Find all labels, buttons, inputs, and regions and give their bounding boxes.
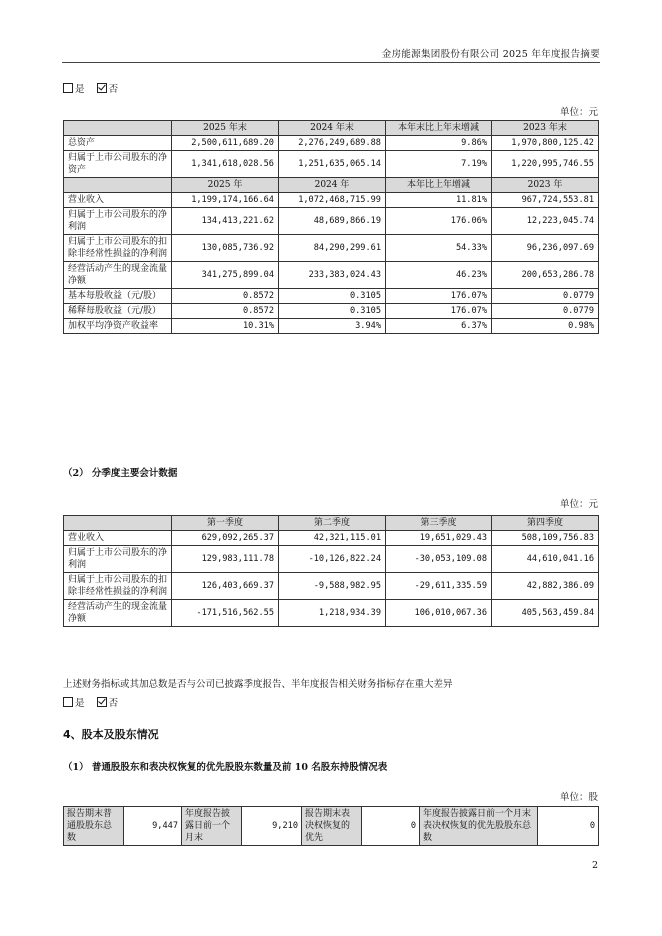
value-cell: 10.31% [172,319,279,334]
value-cell: 0.0779 [492,304,599,319]
value-cell: 54.33% [386,235,492,262]
value-cell: 0.98% [492,319,599,334]
difference-note: 上述财务指标或其加总数是否与公司已披露季度报告、半年度报告相关财务指标存在重大差异 [63,679,453,690]
table-row [64,319,599,334]
value-cell: 42,882,386.09 [492,573,599,600]
value-cell: 106,010,067.36 [386,600,492,627]
header-row-quarters [64,516,599,531]
checkbox-no-label: 否 [108,698,119,709]
value-cell: 1,199,174,166.64 [172,193,279,208]
table-row [64,262,599,289]
value-cell: 42,321,115.01 [279,531,386,546]
header-blank-cell [64,121,172,136]
value-cell: 48,689,866.19 [279,208,386,235]
value-cell: 1,341,618,028.56 [172,151,279,178]
row-label: 归属于上市公司股东的扣除非经常性损益的净利润 [64,235,172,262]
cell-holders-prior-month-value: 9,210 [242,807,302,846]
yes-no-check-2 [63,695,118,709]
table-row [64,136,599,151]
cell-holders-prior-month-label: 年度报告披露日前一个月末 [182,807,242,846]
row-label: 归属于上市公司股东的净利润 [64,208,172,235]
column-header: 第二季度 [279,516,386,531]
value-cell: 200,653,286.78 [492,262,599,289]
value-cell: 0.0779 [492,289,599,304]
value-cell: 233,383,024.43 [279,262,386,289]
row-label: 营业收入 [64,193,172,208]
value-cell: 9.86% [386,136,492,151]
value-cell: 1,072,468,715.99 [279,193,386,208]
table-row [64,193,599,208]
column-header: 第四季度 [492,516,599,531]
unit-label-2: 单位：元 [559,499,598,510]
checkbox-no-label: 否 [108,84,119,95]
value-cell: 84,290,299.61 [279,235,386,262]
row-label: 归属于上市公司股东的扣除非经常性损益的净利润 [64,573,172,600]
column-header: 第三季度 [386,516,492,531]
row-label: 归属于上市公司股东的净利润 [64,546,172,573]
header-blank-cell [64,178,172,193]
value-cell: 508,109,756.83 [492,531,599,546]
value-cell: 1,218,934.39 [279,600,386,627]
unit-label-1: 单位：元 [559,107,598,118]
row-label: 总资产 [64,136,172,151]
row-label: 经营活动产生的现金流量净额 [64,600,172,627]
value-cell: 1,251,635,065.14 [279,151,386,178]
key-financial-table [63,120,599,334]
row-label: 营业收入 [64,531,172,546]
value-cell: 176.06% [386,208,492,235]
checkbox-no-checked[interactable] [97,83,107,93]
header-blank-cell [64,516,172,531]
value-cell: 129,983,111.78 [172,546,279,573]
value-cell: 44,610,041.16 [492,546,599,573]
table-row [64,208,599,235]
value-cell: 7.19% [386,151,492,178]
value-cell: 11.81% [386,193,492,208]
cell-holders-label: 报告期末普通股股东总数 [64,807,124,846]
table-row [64,151,599,178]
cell-preferred-prior-month-value: 0 [538,807,599,846]
header-row-year-end [64,121,599,136]
value-cell: 2,500,611,689.20 [172,136,279,151]
cell-preferred-label: 报告期末表决权恢复的优先 [302,807,362,846]
value-cell: 405,563,459.84 [492,600,599,627]
quarterly-table [63,515,599,627]
column-header: 2024 年 [279,178,386,193]
header-rule [62,62,600,63]
value-cell: 96,236,097.69 [492,235,599,262]
value-cell: 2,276,249,689.88 [279,136,386,151]
column-header: 2023 年 [492,178,599,193]
table-row [64,600,599,627]
column-header: 2024 年末 [279,121,386,136]
column-header: 2025 年末 [172,121,279,136]
checkbox-yes[interactable] [63,697,73,707]
value-cell: 629,092,265.37 [172,531,279,546]
column-header: 本年末比上年末增减 [386,121,492,136]
row-label: 稀释每股收益（元/股） [64,304,172,319]
yes-no-check-1 [63,81,118,95]
value-cell: -10,126,822.24 [279,546,386,573]
value-cell: 1,220,995,746.55 [492,151,599,178]
value-cell: 341,275,899.04 [172,262,279,289]
table-row [64,235,599,262]
value-cell: -171,516,562.55 [172,600,279,627]
section-4-title: 4、股本及股东情况 [63,728,159,741]
value-cell: -29,611,335.59 [386,573,492,600]
value-cell: 134,413,221.62 [172,208,279,235]
checkbox-yes[interactable] [63,83,73,93]
value-cell: 19,651,029.43 [386,531,492,546]
value-cell: 0.8572 [172,304,279,319]
value-cell: -30,053,109.08 [386,546,492,573]
header-row-year [64,178,599,193]
row-label: 经营活动产生的现金流量净额 [64,262,172,289]
page-header: 金房能源集团股份有限公司 2025 年年度报告摘要 [381,49,600,60]
value-cell: 12,223,045.74 [492,208,599,235]
unit-label-3: 单位：股 [559,792,598,803]
value-cell: 1,970,800,125.42 [492,136,599,151]
row-label: 归属于上市公司股东的净资产 [64,151,172,178]
quarterly-heading: （2） 分季度主要会计数据 [63,468,178,479]
page-number: 2 [591,860,598,871]
cell-holders-value: 9,447 [124,807,182,846]
column-header: 第一季度 [172,516,279,531]
checkbox-yes-label: 是 [75,698,85,709]
value-cell: 46.23% [386,262,492,289]
cell-preferred-prior-month-label: 年度报告披露日前一个月末表决权恢复的优先股股东总数 [420,807,538,846]
value-cell: 176.07% [386,289,492,304]
table-row [64,573,599,600]
table-row [64,289,599,304]
section-4-subtitle: （1） 普通股股东和表决权恢复的优先股股东数量及前 10 名股东持股情况表 [63,762,388,773]
cell-preferred-value: 0 [362,807,420,846]
value-cell: 967,724,553.81 [492,193,599,208]
table-row [64,304,599,319]
value-cell: 0.3105 [279,289,386,304]
table-row [64,546,599,573]
value-cell: 3.94% [279,319,386,334]
shareholder-count-table [63,806,599,846]
row-label: 加权平均净资产收益率 [64,319,172,334]
value-cell: 0.8572 [172,289,279,304]
row-label: 基本每股收益（元/股） [64,289,172,304]
column-header: 2023 年末 [492,121,599,136]
value-cell: 176.07% [386,304,492,319]
value-cell: 6.37% [386,319,492,334]
value-cell: 126,403,669.37 [172,573,279,600]
value-cell: 0.3105 [279,304,386,319]
checkbox-yes-label: 是 [75,84,85,95]
value-cell: 130,085,736.92 [172,235,279,262]
value-cell: -9,588,982.95 [279,573,386,600]
checkbox-no-checked[interactable] [97,697,107,707]
table-row [64,531,599,546]
column-header: 本年比上年增减 [386,178,492,193]
column-header: 2025 年 [172,178,279,193]
